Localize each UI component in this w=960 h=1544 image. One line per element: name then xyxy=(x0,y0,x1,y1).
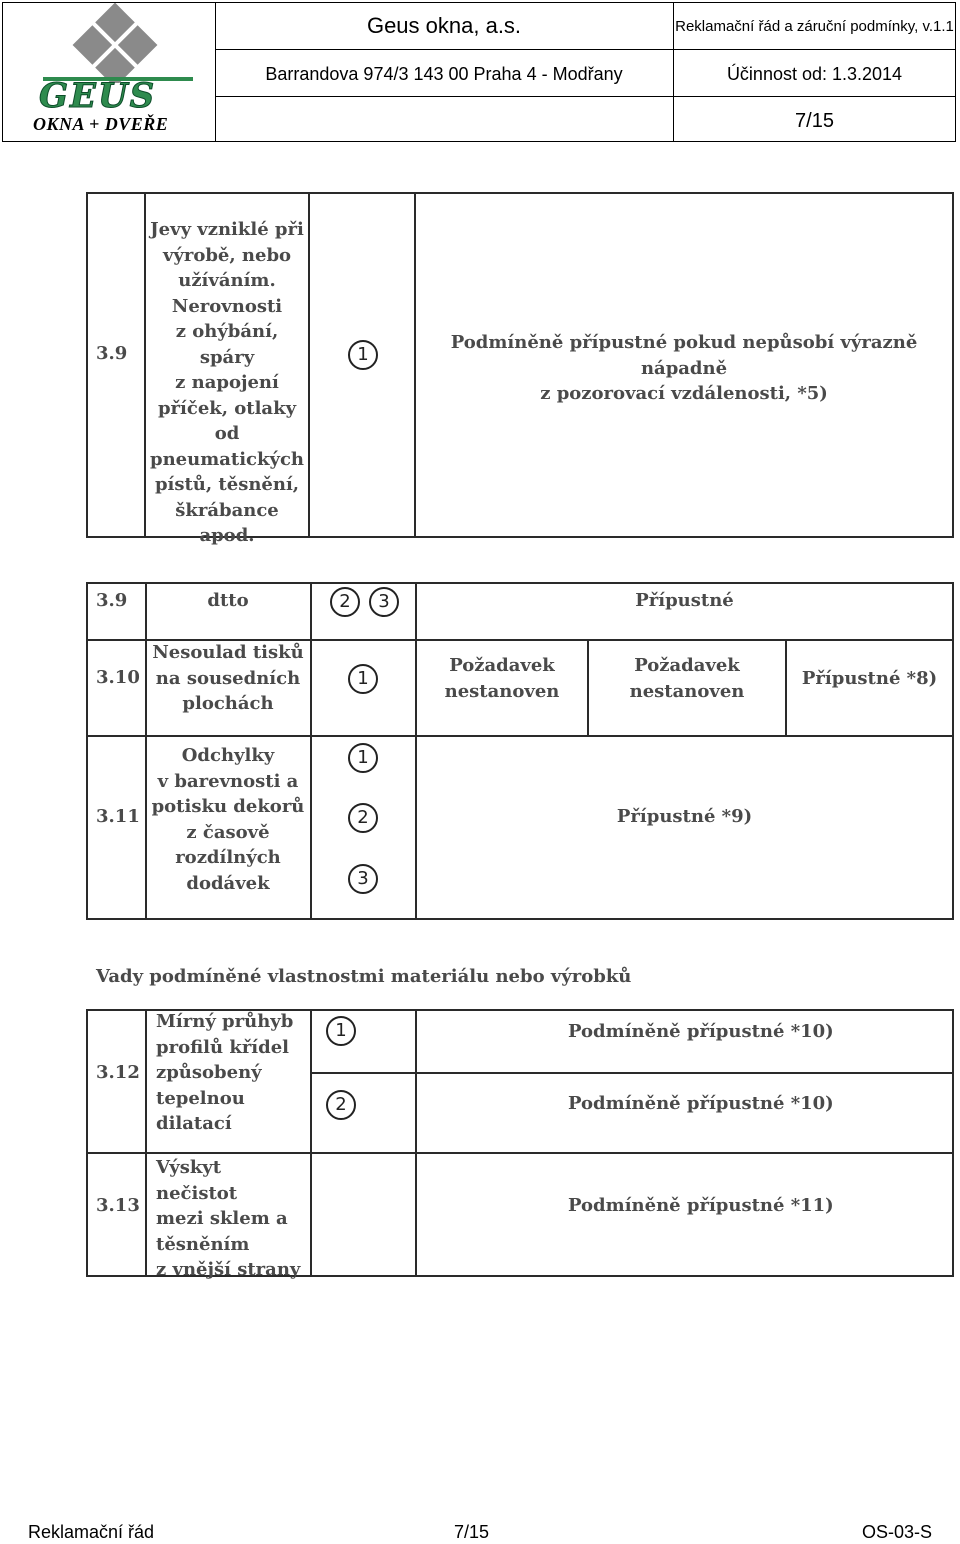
row-id: 3.10 xyxy=(96,667,140,688)
marker-3-icon: 3 xyxy=(348,864,378,894)
row-id: 3.11 xyxy=(96,806,140,827)
marker-1-icon: 1 xyxy=(326,1016,356,1046)
marker-2-icon: 2 xyxy=(348,803,378,833)
row-id: 3.12 xyxy=(96,1062,140,1083)
company-address: Barrandova 974/3 143 00 Praha 4 - Modřany xyxy=(265,64,623,84)
row-evaluation: Podmíněně přípustné *10) xyxy=(568,1093,834,1114)
section-heading: Vady podmíněné vlastnostmi materiálu nebo výrobků xyxy=(96,966,632,987)
footer-page-number: 7/15 xyxy=(454,1522,490,1542)
marker-1-icon: 1 xyxy=(348,743,378,773)
row-id: 3.13 xyxy=(96,1195,140,1216)
marker-1-icon: 1 xyxy=(348,664,378,694)
effective-date: Účinnost od: 1.3.2014 xyxy=(726,64,903,84)
logo-diamond-icon xyxy=(3,3,215,83)
logo-subtitle: OKNA + DVEŘE xyxy=(33,114,169,134)
row-description: Odchylky v barevnosti a potisku dekorů z časově rozdílných dodávek xyxy=(151,745,305,894)
row-evaluation: Přípustné *9) xyxy=(616,806,753,827)
evaluation-col-3: Přípustné *8) xyxy=(801,668,938,689)
evaluation-col-2: Požadavek nestanoven xyxy=(629,655,745,702)
footer-left: Reklamační řád xyxy=(28,1522,155,1542)
logo-word: GEUS xyxy=(39,76,157,116)
row-id: 3.9 xyxy=(96,343,128,364)
document-header xyxy=(2,2,956,142)
row-description: Jevy vzniklé při výrobě, nebo užíváním. Nerovnosti z ohýbání, spáry z napojení příček, otlaky od pneumatických pístů, těsnění, škrábance apod. xyxy=(149,219,304,546)
marker-2-icon: 2 xyxy=(330,587,360,617)
footer-doc-code: OS-03-S xyxy=(862,1522,933,1542)
row-id: 3.9 xyxy=(96,590,128,611)
evaluation-col-1: Požadavek nestanoven xyxy=(444,655,560,702)
row-evaluation: Podmíněně přípustné *10) xyxy=(568,1021,834,1042)
row-evaluation: Podmíněně přípustné pokud nepůsobí výrazně nápadně z pozorovací vzdálenosti, *5) xyxy=(450,332,918,404)
marker-2-icon: 2 xyxy=(326,1090,356,1120)
row-evaluation: Podmíněně přípustné *11) xyxy=(568,1195,834,1216)
marker-1-icon: 1 xyxy=(348,340,378,370)
marker-3-icon: 3 xyxy=(369,587,399,617)
document-title: Reklamační řád a záruční podmínky, v.1.1 xyxy=(675,18,954,35)
company-name: Geus okna, a.s. xyxy=(366,13,522,38)
row-description: dtto xyxy=(207,590,249,611)
row-evaluation: Přípustné xyxy=(635,590,734,611)
header-page-number: 7/15 xyxy=(795,110,834,132)
company-logo xyxy=(3,3,216,141)
row-description: Nesoulad tisků na sousedních plochách xyxy=(152,642,304,714)
row-description: Výskyt nečistot mezi sklem a těsněním z vnější strany xyxy=(156,1157,301,1280)
row-description: Mírný průhyb profilů křídel způsobený tepelnou dilatací xyxy=(156,1011,294,1134)
